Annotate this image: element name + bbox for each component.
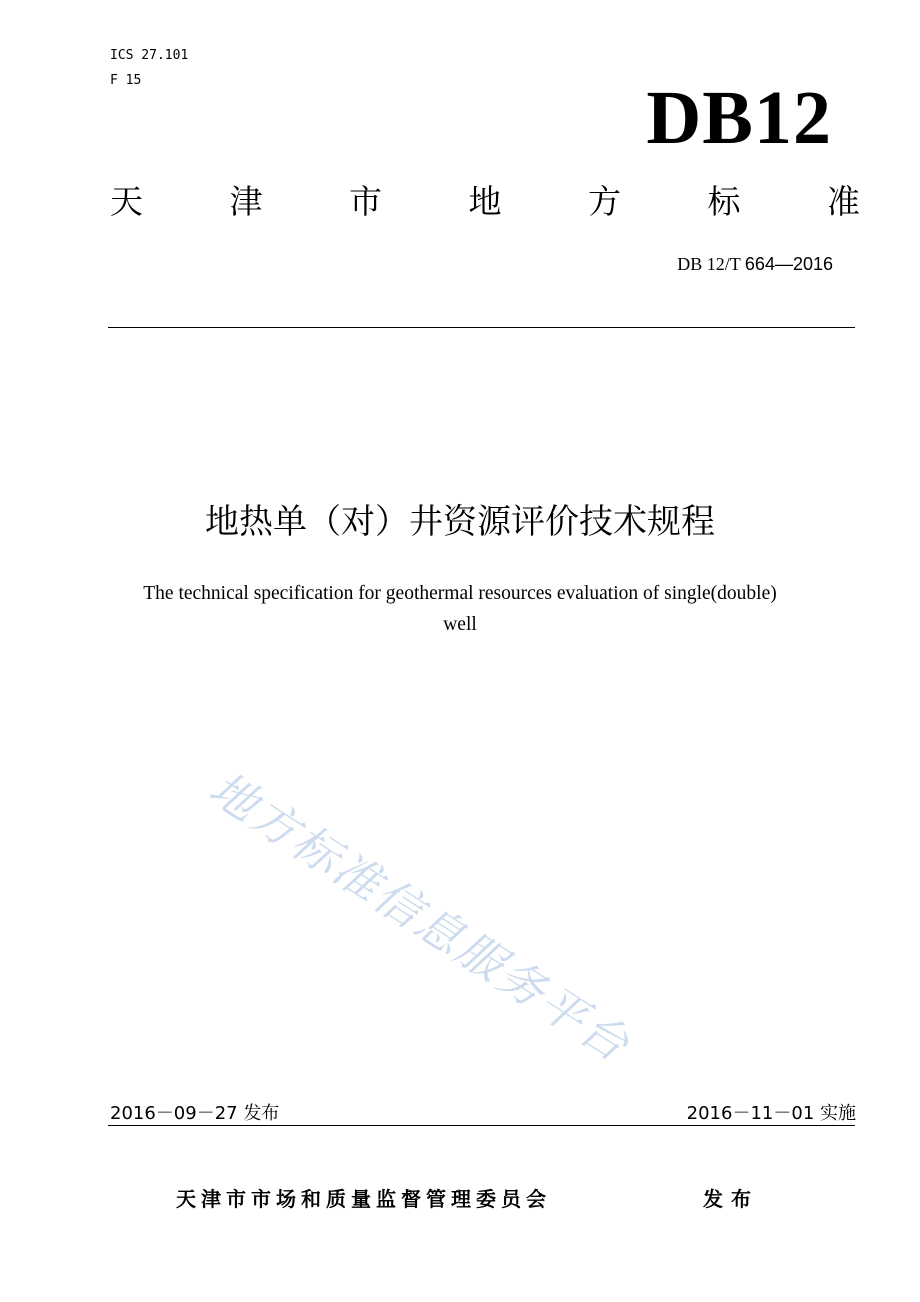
title-english-line: The technical specification for geothermal resources evaluation of single(double) (143, 583, 777, 604)
standard-type-char: 标 (707, 182, 741, 221)
publisher-name: 天津市市场和质量监督管理委员会 (176, 1187, 551, 1211)
title-english (60, 578, 860, 640)
standard-type-char: 方 (588, 182, 621, 221)
publish-label: 发布 (703, 1187, 759, 1211)
bottom-divider (108, 1125, 855, 1126)
ccs-code: F 15 (110, 73, 142, 88)
standard-type-char: 地 (468, 182, 502, 221)
standard-type-char: 准 (827, 182, 860, 221)
top-divider (108, 327, 855, 328)
implementation-date: 2016－11－01 实施 (686, 1103, 856, 1124)
db-code-logo: DB12 (646, 76, 832, 160)
standard-type-char: 市 (349, 182, 382, 221)
standard-type-char: 津 (229, 182, 263, 221)
watermark: 地方标准信息服务平台 (200, 760, 641, 1073)
standard-number-suffix: 664—2016 (744, 254, 833, 274)
standard-type (110, 180, 860, 224)
title-chinese: 地热单（对）井资源评价技术规程 (205, 502, 715, 542)
standard-number (677, 253, 833, 275)
standard-number-prefix: DB 12/T (677, 254, 745, 274)
ics-code: ICS 27.101 (110, 48, 189, 63)
issue-date: 2016－09－27 发布 (110, 1103, 280, 1124)
title-english-line: well (443, 614, 477, 635)
standard-type-char: 天 (110, 182, 143, 221)
